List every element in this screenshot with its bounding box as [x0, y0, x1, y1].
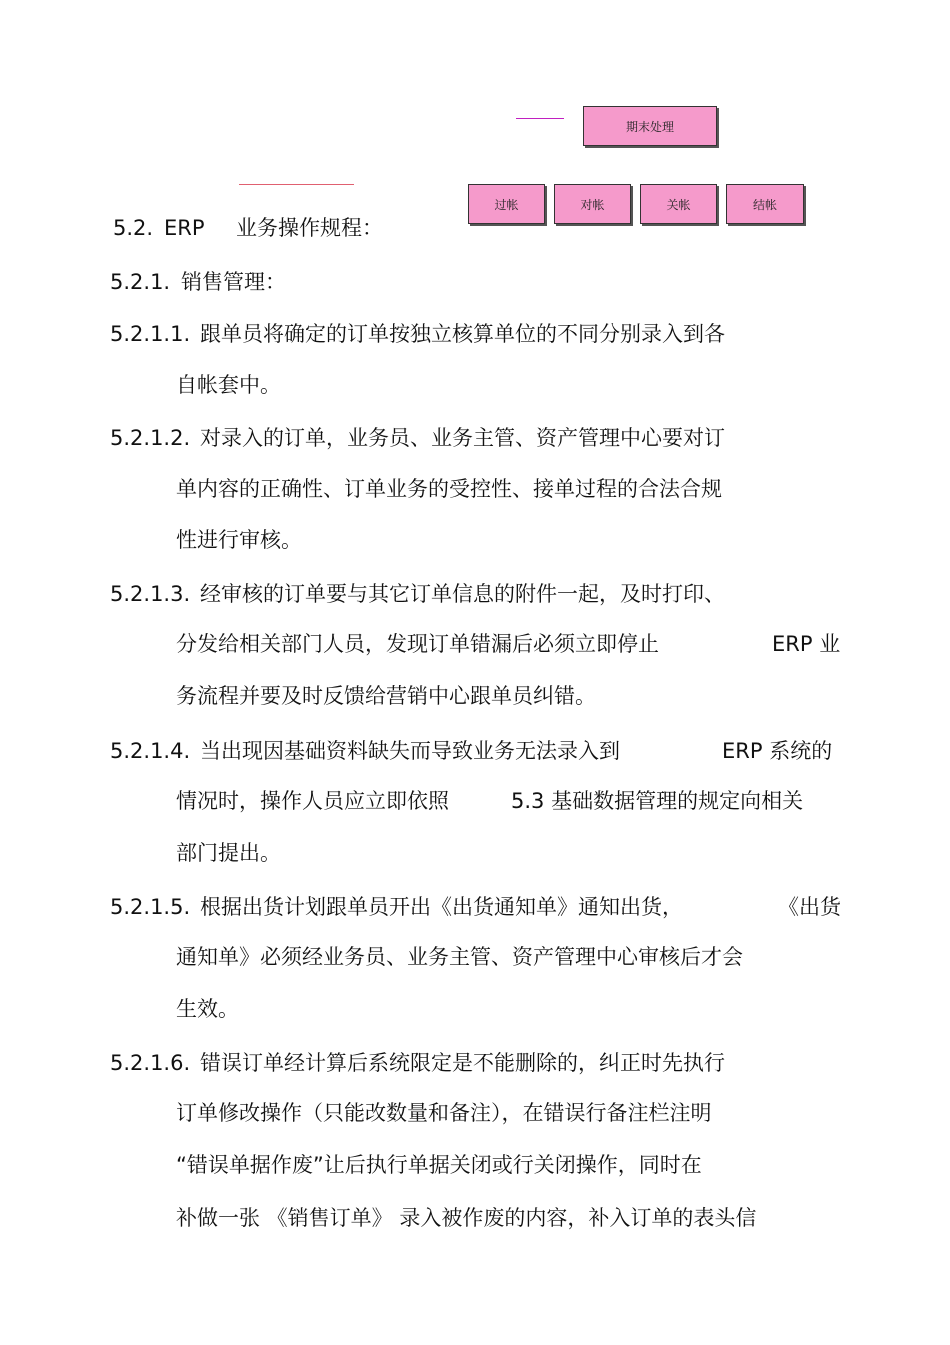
subsection-number: 5.2.1.	[110, 270, 171, 294]
section-title: 业务操作规程：	[236, 216, 383, 240]
item-number: 5.2.1.1.	[110, 322, 191, 346]
item-line: 当出现因基础资料缺失而导致业务无法录入到	[200, 739, 620, 763]
item-line: 部门提出。	[176, 841, 281, 865]
item-line: 跟单员将确定的订单按独立核算单位的不同分别录入到各	[200, 322, 725, 346]
item-number: 5.2.1.5.	[110, 895, 191, 919]
item-line: 错误订单经计算后系统限定是不能删除的，纠正时先执行	[200, 1051, 725, 1075]
posting-box: 过帐	[468, 184, 545, 224]
connector-line-red	[239, 184, 354, 185]
item-line: 务流程并要及时反馈给营销中心跟单员纠错。	[176, 684, 596, 708]
item-line-mid: 5.3 基础数据管理的规定向相关	[511, 789, 804, 813]
item-line-tail: 《出货	[778, 895, 841, 919]
connector-line-purple	[516, 118, 564, 119]
item-line: 经审核的订单要与其它订单信息的附件一起，及时打印、	[200, 582, 725, 606]
item-number: 5.2.1.3.	[110, 582, 191, 606]
item-line: 性进行审核。	[176, 528, 302, 552]
item-line: 订单修改操作（只能改数量和备注），在错误行备注栏注明	[176, 1101, 712, 1125]
item-line: 分发给相关部门人员，发现订单错漏后必须立即停止	[176, 632, 659, 656]
item-line: “错误单据作废”让后执行单据关闭或行关闭操作，同时在	[176, 1153, 702, 1177]
item-number: 5.2.1.6.	[110, 1051, 191, 1075]
item-line: 自帐套中。	[176, 373, 281, 397]
item-line: 补做一张 《销售订单》 录入被作废的内容，补入订单的表头信	[176, 1206, 757, 1230]
item-line-tail: ERP 业	[772, 632, 841, 656]
item-line-tail: ERP 系统的	[722, 739, 833, 763]
item-line: 根据出货计划跟单员开出《出货通知单》通知出货，	[200, 895, 683, 919]
item-number: 5.2.1.4.	[110, 739, 191, 763]
settle-box: 结帐	[726, 184, 804, 224]
reconcile-box: 对帐	[554, 184, 631, 224]
subsection-title: 销售管理：	[181, 270, 286, 294]
section-number: 5.2.	[113, 216, 154, 240]
period-end-box: 期末处理	[583, 106, 717, 146]
section-erp: ERP	[164, 216, 205, 240]
item-line: 对录入的订单，业务员、业务主管、资产管理中心要对订	[200, 426, 725, 450]
item-line: 单内容的正确性、订单业务的受控性、接单过程的合法合规	[176, 477, 722, 501]
item-line: 通知单》必须经业务员、业务主管、资产管理中心审核后才会	[176, 945, 743, 969]
close-books-box: 关帐	[640, 184, 717, 224]
item-number: 5.2.1.2.	[110, 426, 191, 450]
item-line: 情况时，操作人员应立即依照	[176, 789, 449, 813]
item-line: 生效。	[176, 997, 239, 1021]
